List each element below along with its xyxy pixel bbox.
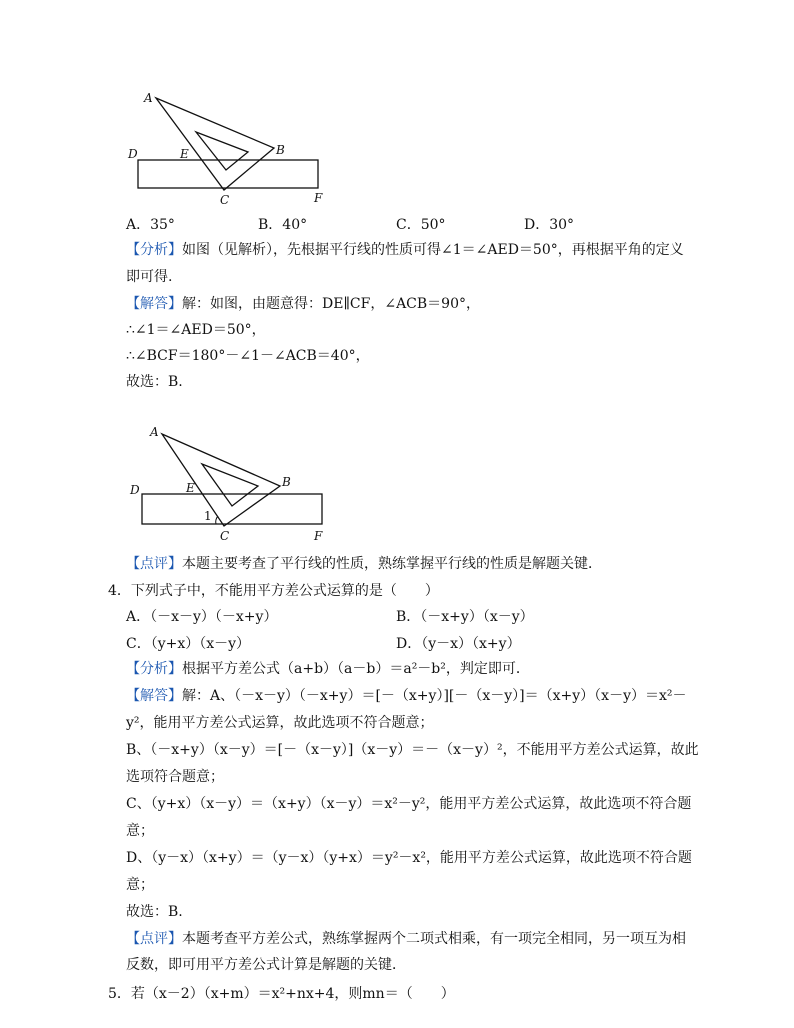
label-D: D xyxy=(128,147,138,161)
q3-option-c: C．50° xyxy=(396,217,446,233)
q3-option-b: B．40° xyxy=(258,217,308,233)
q4-option-c: C．（y+x）（x－y） xyxy=(126,636,251,652)
q4-comment-line1 xyxy=(126,930,686,948)
ruler-rect xyxy=(138,160,318,188)
label-F: F xyxy=(314,529,323,543)
q4-solution-line8: 意； xyxy=(126,877,154,893)
comment-text: 本题考查平方差公式，熟练掌握两个二项式相乘，有一项完全相同，另一项互为相 xyxy=(182,931,686,947)
figure-1-triangle-ruler xyxy=(126,88,326,208)
q3-solution-line3: ∴∠BCF＝180°－∠1－∠ACB＝40°， xyxy=(126,348,370,364)
label-F: F xyxy=(314,191,323,205)
triangle-outer xyxy=(156,98,274,190)
q4-solution-line6: 意； xyxy=(126,823,154,839)
analysis-text: 如图（见解析），先根据平行线的性质可得∠1＝∠AED＝50°，再根据平角的定义 xyxy=(182,242,684,258)
q4-solution-line4: 选项符合题意； xyxy=(126,769,224,785)
solution-text: 解：如图，由题意得：DE∥CF，∠ACB＝90°， xyxy=(182,296,480,312)
q4-solution-line3: B、（－x+y）（x－y）＝[－（x－y）]（x－y）＝－（x－y）²，不能用平方差公式运算，故此 xyxy=(126,742,699,758)
q4-solution-line1 xyxy=(126,687,686,705)
comment-tag: 【点评】 xyxy=(126,556,182,572)
q4-solution-line5: C、（y+x）（x－y）＝（x+y）（x－y）＝x²－y²，能用平方差公式运算，故此选项不符合题 xyxy=(126,796,692,812)
solution-tag: 【解答】 xyxy=(126,296,182,312)
q5-stem: 5．若（x－2）（x+m）＝x²+nx+4，则mn＝（ ） xyxy=(108,986,455,1002)
triangle-outer xyxy=(162,434,280,526)
triangle-inner xyxy=(196,132,248,170)
q3-analysis-line2: 即可得. xyxy=(126,269,173,285)
label-C: C xyxy=(220,193,230,207)
analysis-tag: 【分析】 xyxy=(126,661,182,677)
analysis-text: 根据平方差公式（a+b）（a－b）＝a²－b²，判定即可． xyxy=(182,661,530,677)
q4-stem: 4．下列式子中，不能用平方差公式运算的是（ ） xyxy=(108,583,439,599)
comment-tag: 【点评】 xyxy=(126,931,182,947)
figure-2-triangle-ruler xyxy=(126,424,326,546)
label-A: A xyxy=(150,425,159,439)
label-E: E xyxy=(186,481,195,495)
analysis-tag: 【分析】 xyxy=(126,242,182,258)
triangle-inner xyxy=(202,464,258,506)
label-D: D xyxy=(130,483,140,497)
label-E: E xyxy=(180,147,189,161)
q4-solution-line9: 故选：B. xyxy=(126,904,183,920)
q4-analysis-line xyxy=(126,660,530,678)
q4-option-a: A．（－x－y）（－x+y） xyxy=(126,609,278,625)
solution-tag: 【解答】 xyxy=(126,688,182,704)
q3-solution-line1 xyxy=(126,295,480,313)
q4-solution-line2: y²，能用平方差公式运算，故此选项不符合题意； xyxy=(126,715,434,731)
q4-solution-line7: D、（y－x）（x+y）＝（y－x）（y+x）＝y²－x²，能用平方差公式运算，故此选项不符合题 xyxy=(126,850,692,866)
label-A: A xyxy=(144,91,153,105)
label-C: C xyxy=(220,529,230,543)
q3-option-d: D．30° xyxy=(524,217,575,233)
label-B: B xyxy=(282,475,291,489)
comment-text: 本题主要考查了平行线的性质，熟练掌握平行线的性质是解题关键． xyxy=(182,556,602,572)
q4-comment-line2: 反数，即可用平方差公式计算是解题的关键． xyxy=(126,957,406,973)
label-1: 1 xyxy=(204,509,212,523)
q3-solution-line2: ∴∠1＝∠AED＝50°， xyxy=(126,322,266,338)
angle-arc xyxy=(216,516,218,524)
solution-text: 解：A、（－x－y）（－x+y）＝[－（x+y）][－（x－y）]＝（x+y）（x－y）＝x²－ xyxy=(182,688,687,704)
label-B: B xyxy=(276,143,285,157)
q4-option-d: D．（y－x）（x+y） xyxy=(396,636,521,652)
q3-option-a: A．35° xyxy=(126,217,175,233)
q3-solution-line4: 故选：B. xyxy=(126,374,183,390)
q3-analysis-line1 xyxy=(126,241,684,259)
q4-option-b: B．（－x+y）（x－y） xyxy=(396,609,534,625)
q3-comment-line xyxy=(126,555,602,573)
